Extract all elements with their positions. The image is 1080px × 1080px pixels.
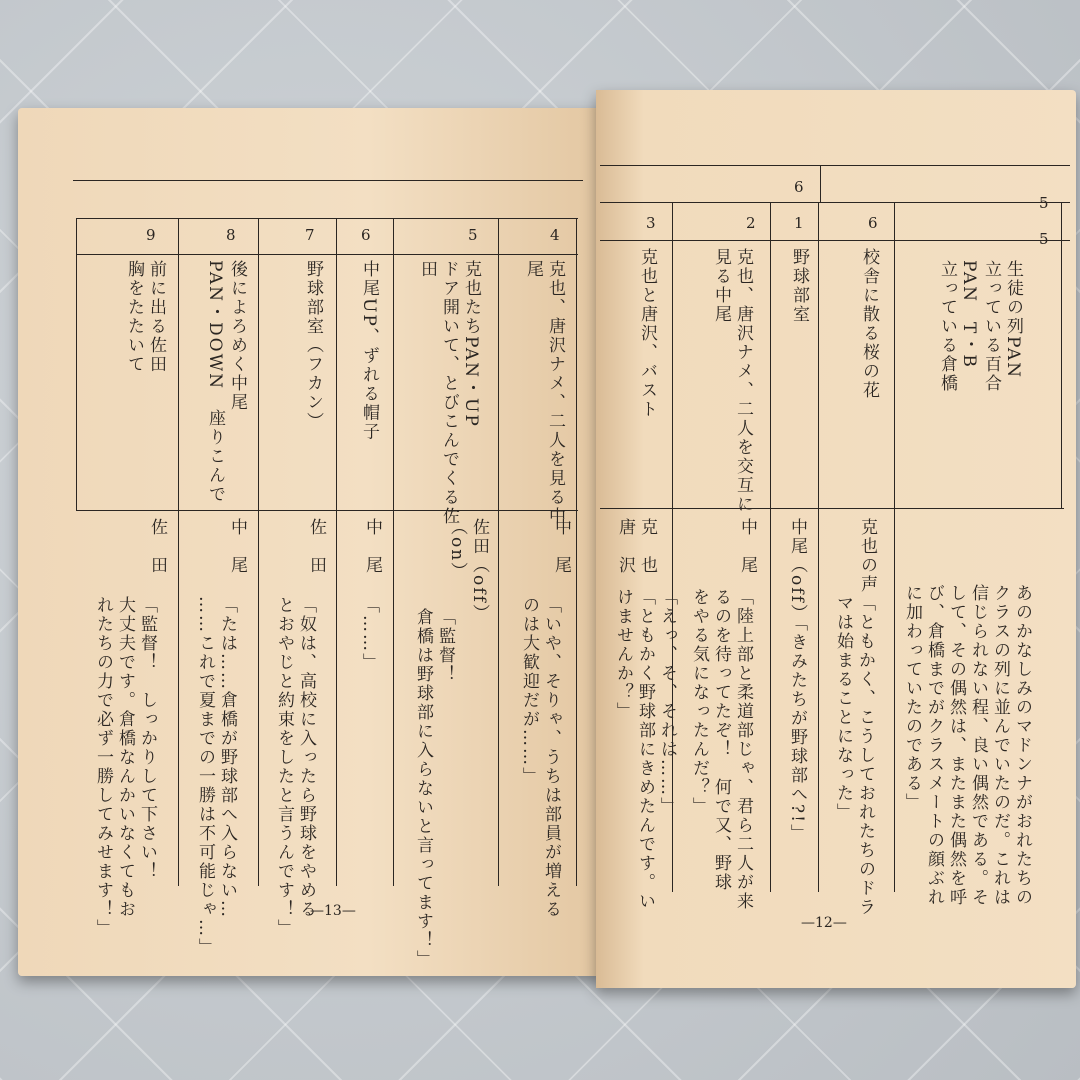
dialogue-line: 「陸上部と柔道部じゃ、君ら二人が来 るのを待ってたぞ！ 何で又、野球 をやる気になったんだ？」 [689, 588, 753, 911]
col-divider [1061, 202, 1062, 508]
shot-action: 前に出る佐田 胸をたたいて [124, 260, 166, 374]
speaker-name: 佐 田 [147, 518, 167, 575]
dialogue-line: 「……」 [359, 596, 379, 672]
dialogue-line: 「ともかく、こうしておれたちのドラ マは始まることになった」 [833, 594, 875, 917]
mid-rule [76, 510, 578, 511]
speaker-name: 中 尾 [551, 518, 571, 575]
shot-number: 8 [226, 226, 236, 244]
speaker-name: 克也の声 [857, 518, 877, 594]
top-rule [600, 165, 1070, 166]
shot-number: 5 [1039, 230, 1049, 248]
shot-action: 克也と唐沢、バスト [637, 248, 657, 419]
col-divider [576, 218, 577, 886]
speaker-name: 佐 田 [306, 518, 326, 575]
table-top-border [76, 218, 578, 219]
dialogue-line: 「奴は、高校に入ったら野球をやめる とおやじと約束をしたと言うんです！」 [274, 596, 316, 938]
shot-number: 2 [746, 214, 756, 232]
col-divider [76, 218, 77, 510]
col-divider [770, 202, 771, 892]
shot-action: 生徒の列PAN 立っている百合 PAN T・B 立っている倉橋 [937, 260, 1023, 393]
col-divider [498, 218, 499, 886]
shot-number: 5 [468, 226, 478, 244]
scene-number: 6 [794, 178, 804, 196]
col-divider [820, 165, 821, 202]
shot-action: 野球部室（フカン） [303, 260, 323, 431]
header-rule [600, 240, 1070, 241]
col-divider [178, 218, 179, 886]
narration-text: あのかなしみのマドンナがおれたちの クラスの列に並んでいたのだ。これは 信じられない程、良い偶然である。そ して、その偶然は、またまた偶然を呼 び、倉橋までがクラスメートの顔ぶれ に加わっていたのである」 [902, 584, 1032, 907]
shot-number: 3 [646, 214, 656, 232]
page-number: —12— [801, 915, 847, 931]
shot-action: 後によろめく中尾 PAN・DOWN 座りこんで [205, 260, 247, 504]
shot-number: 6 [361, 226, 371, 244]
mid-rule [600, 508, 1064, 509]
left-page [18, 108, 603, 976]
speaker-name: 中 尾 [227, 518, 247, 575]
dialogue-line: 「監督！ 倉橋は野球部に入らないと言ってます！」 [413, 608, 455, 969]
speaker-name: 佐田（off） （on） [447, 518, 489, 623]
col-divider [818, 202, 819, 892]
speaker-name: 中 尾 [362, 518, 382, 575]
dialogue-line: 「いや、そりゃ、うちは部員が増える のは大歓迎だが……」 [519, 596, 561, 919]
shot-number: 4 [550, 226, 560, 244]
dialogue-line: 「きみたちが野球部へ?!」 [787, 614, 807, 843]
col-divider [336, 218, 337, 886]
shot-number: 9 [146, 226, 156, 244]
shot-number: 1 [794, 214, 804, 232]
scene-number: 5 [1039, 194, 1049, 212]
table-rule [600, 202, 1070, 203]
shot-action: 克也たちPAN・UP ドア開いて、とびこんでくる佐 田 [417, 260, 481, 526]
col-divider [894, 202, 895, 892]
shot-number: 6 [868, 214, 878, 232]
speaker-name: 中 尾 [737, 518, 757, 575]
speaker-name: 克 也 唐 沢 [615, 518, 657, 575]
shot-action: 野球部室 [789, 248, 809, 324]
top-rule [73, 180, 583, 181]
shot-action: 克也、唐沢ナメ、二人を見る中 尾 [523, 260, 565, 526]
header-rule [76, 254, 578, 255]
right-page [596, 90, 1076, 988]
page-number: —13— [310, 903, 356, 919]
col-divider [393, 218, 394, 886]
shot-action: 克也、唐沢ナメ、二人を交互に 見る中尾 [711, 248, 753, 514]
shot-action: 中尾UP、ずれる帽子 [359, 260, 379, 442]
shot-action: 校舎に散る桜の花 [859, 248, 879, 400]
dialogue-line: 「監督！ しっかりして下さい！ 大丈夫です。倉橋なんかいなくてもお れたちの力で必ず一勝してみせます！」 [93, 596, 157, 938]
col-divider [258, 218, 259, 886]
dialogue-line: 「えっ、そ、それは……」 「ともかく野球部にきめたんです。い けませんか？」 [613, 588, 677, 911]
shot-number: 7 [305, 226, 315, 244]
dialogue-line: 「たは……倉橋が野球部へ入らない… ……これで夏までの一勝は不可能じゃ…」 [195, 596, 237, 957]
speaker-name: 中尾（off） [787, 518, 807, 623]
